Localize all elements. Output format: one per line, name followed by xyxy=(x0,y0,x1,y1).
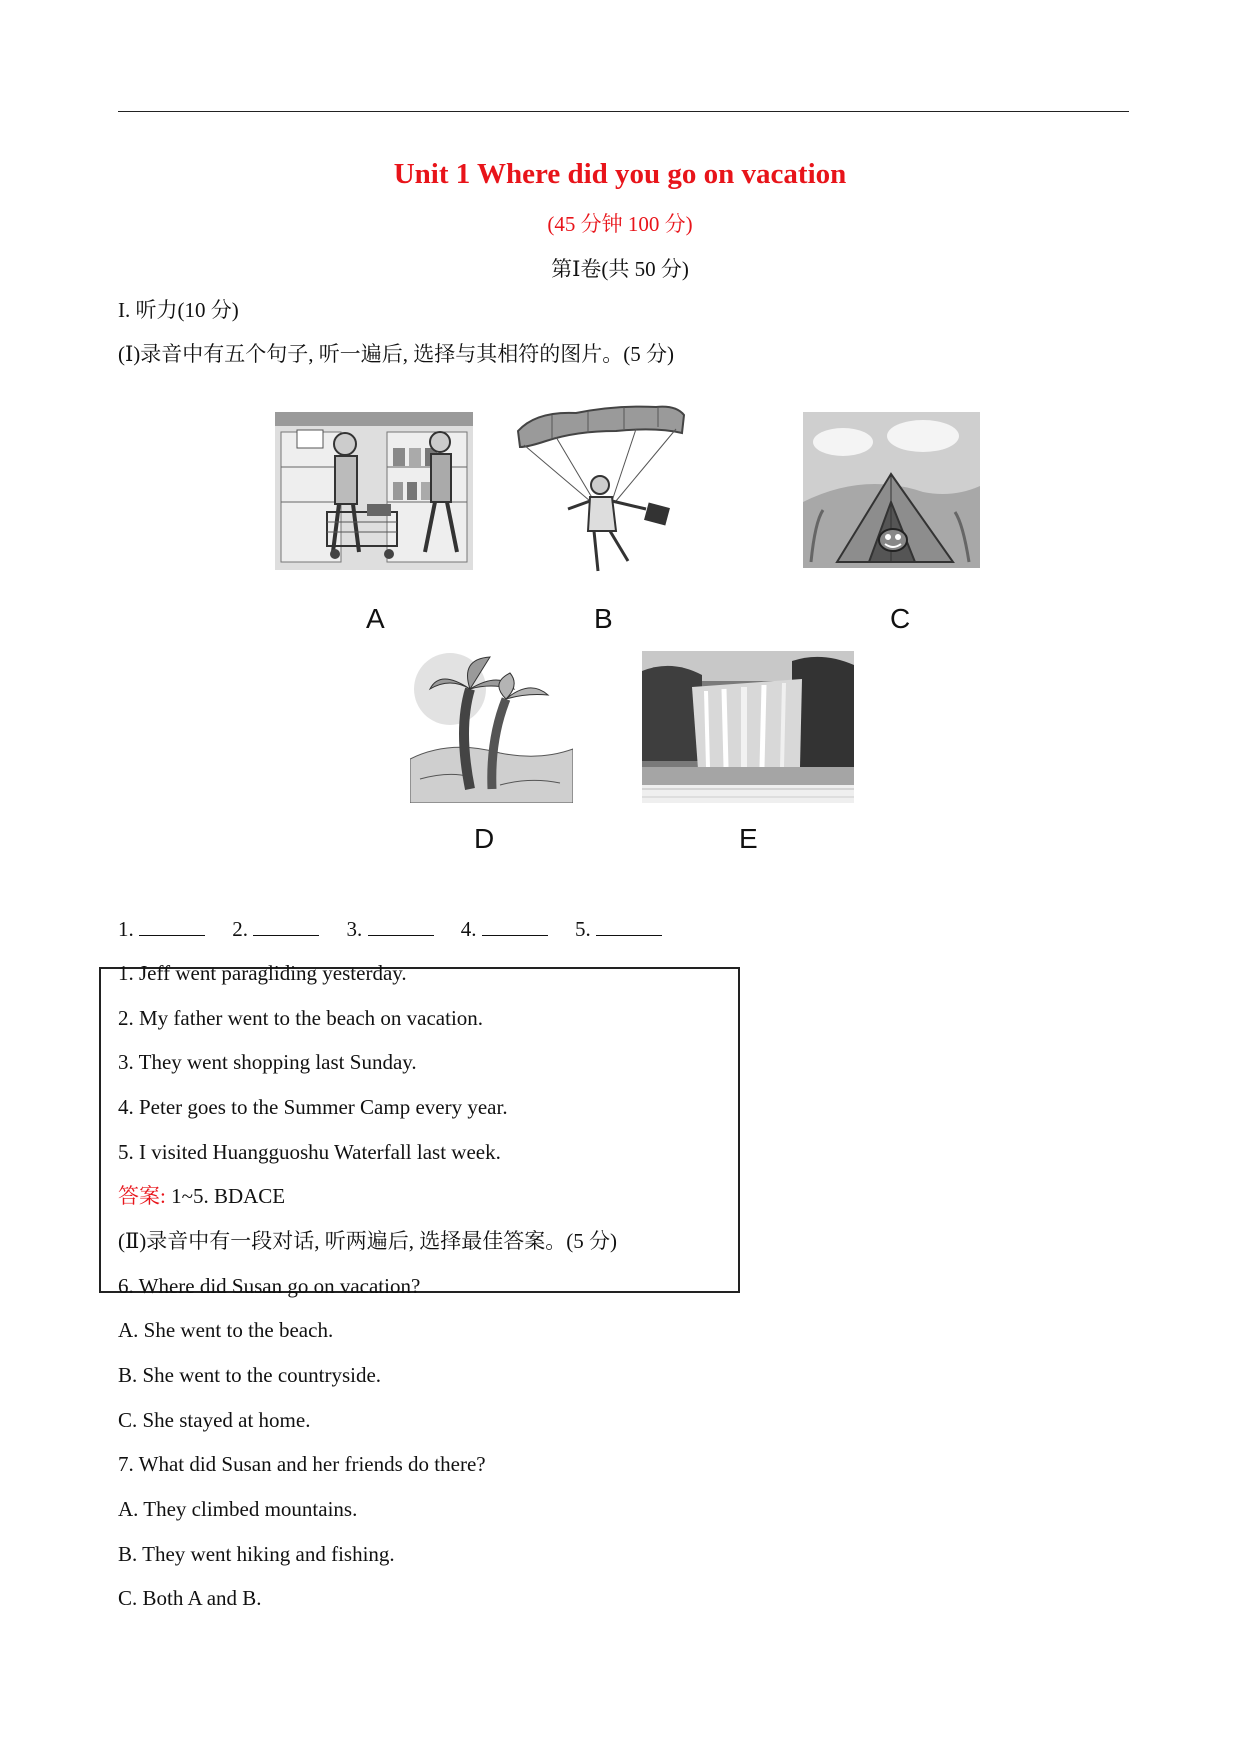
section-heading: I. 听力(10 分) xyxy=(118,298,239,322)
answer-line xyxy=(118,1182,285,1210)
blank-3[interactable]: 3. xyxy=(347,917,434,941)
instruction-1: (Ⅰ)录音中有五个句子, 听一遍后, 选择与其相符的图片。(5 分) xyxy=(118,342,675,366)
transcript-line: 1. Jeff went paragliding yesterday. xyxy=(118,961,407,985)
tent-camp-picture xyxy=(803,412,980,568)
part-heading: 第Ⅰ卷(共 50 分) xyxy=(551,257,689,281)
picture-label-e: E xyxy=(739,823,758,854)
blank-2[interactable]: 2. xyxy=(232,917,319,941)
picture-label-b: B xyxy=(594,603,613,634)
answer-value: 1~5. BDACE xyxy=(165,1184,286,1208)
picture-label-d: D xyxy=(474,823,495,854)
option-7b: B. They went hiking and fishing. xyxy=(118,1542,395,1566)
answer-blanks xyxy=(118,915,684,943)
blank-5[interactable]: 5. xyxy=(575,917,662,941)
shopping-picture xyxy=(275,412,473,570)
option-6c: C. She stayed at home. xyxy=(118,1408,311,1432)
paragliding-picture xyxy=(516,401,686,583)
instruction-2: (Ⅱ)录音中有一段对话, 听两遍后, 选择最佳答案。(5 分) xyxy=(118,1229,617,1253)
page-title: Unit 1 Where did you go on vacation xyxy=(393,158,847,190)
header-rule xyxy=(118,111,1129,112)
question-6: 6. Where did Susan go on vacation? xyxy=(118,1274,421,1298)
transcript-line: 5. I visited Huangguoshu Waterfall last week. xyxy=(118,1140,501,1164)
option-7c: C. Both A and B. xyxy=(118,1586,262,1610)
transcript-line: 2. My father went to the beach on vacation. xyxy=(118,1006,484,1030)
option-6a: A. She went to the beach. xyxy=(118,1318,334,1342)
picture-label-c: C xyxy=(890,603,911,634)
transcript-line: 4. Peter goes to the Summer Camp every year. xyxy=(118,1095,508,1119)
option-7a: A. They climbed mountains. xyxy=(118,1497,358,1521)
question-7: 7. What did Susan and her friends do there? xyxy=(118,1452,486,1476)
blank-1[interactable]: 1. xyxy=(118,917,205,941)
blank-4[interactable]: 4. xyxy=(461,917,548,941)
palm-beach-picture xyxy=(410,649,573,803)
picture-label-a: A xyxy=(366,603,385,634)
transcript-line: 3. They went shopping last Sunday. xyxy=(118,1050,417,1074)
time-score: (45 分钟 100 分) xyxy=(547,212,693,236)
waterfall-picture xyxy=(642,651,854,803)
answer-label: 答案: xyxy=(118,1184,166,1208)
option-6b: B. She went to the countryside. xyxy=(118,1363,382,1387)
